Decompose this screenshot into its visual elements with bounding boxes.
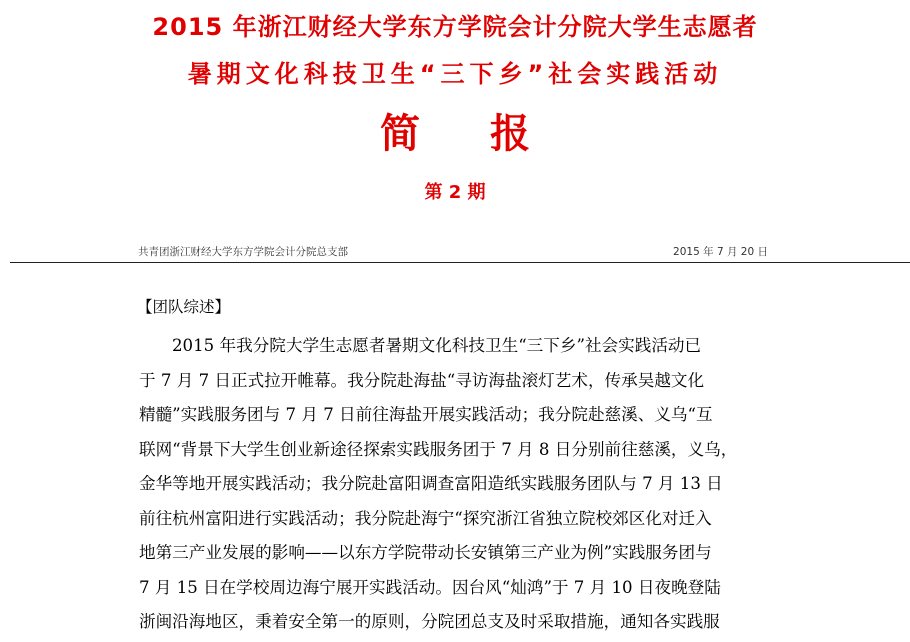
body-line: 前往杭州富阳进行实践活动；我分院赴海宁“探究浙江省独立院校郊区化对迁入	[139, 508, 712, 528]
issue-date: 2015 年 7 月 20 日	[673, 246, 768, 258]
issuing-organization: 共青团浙江财经大学东方学院会计分院总支部	[138, 246, 348, 258]
body-line: 金华等地开展实践活动；我分院赴富阳调查富阳造纸实践服务团队与 7 月 13 日	[139, 474, 723, 493]
body-line: 地第三产业发展的影响——以东方学院带动长安镇第三产业为例”实践服务团与	[139, 543, 712, 562]
document-title-line-1: 2015 年浙江财经大学东方学院会计分院大学生志愿者	[152, 13, 758, 41]
section-heading: 【团队综述】	[137, 298, 231, 316]
body-line: 联网“背景下大学生创业新途径探索实践服务团于 7 月 8 日分别前往慈溪，义乌，	[139, 439, 738, 459]
meta-row	[0, 243, 910, 261]
body-line: 2015 年我分院大学生志愿者暑期文化科技卫生“三下乡”社会实践活动已	[172, 336, 702, 355]
body-line: 浙闽沿海地区，秉着安全第一的原则，分院团总支及时采取措施，通知各实践服	[139, 612, 720, 631]
document-title-line-2: 暑期文化科技卫生“三下乡”社会实践活动	[187, 60, 723, 88]
issue-number: 第 2 期	[424, 182, 486, 203]
body-line: 7 月 15 日在学校周边海宁展开实践活动。因台风“灿鸿”于 7 月 10 日夜晚登陆	[139, 577, 721, 597]
body-line: 精髓”实践服务团与 7 月 7 日前往海盐开展实践活动；我分院赴慈溪、义乌“互	[139, 405, 713, 424]
brief-heading: 简报	[380, 111, 600, 157]
body-paragraph	[139, 329, 773, 640]
header-divider	[10, 262, 910, 263]
body-line: 于 7 月 7 日正式拉开帷幕。我分院赴海盐“寻访海盐滚灯艺术，传承吴越文化	[139, 370, 705, 390]
